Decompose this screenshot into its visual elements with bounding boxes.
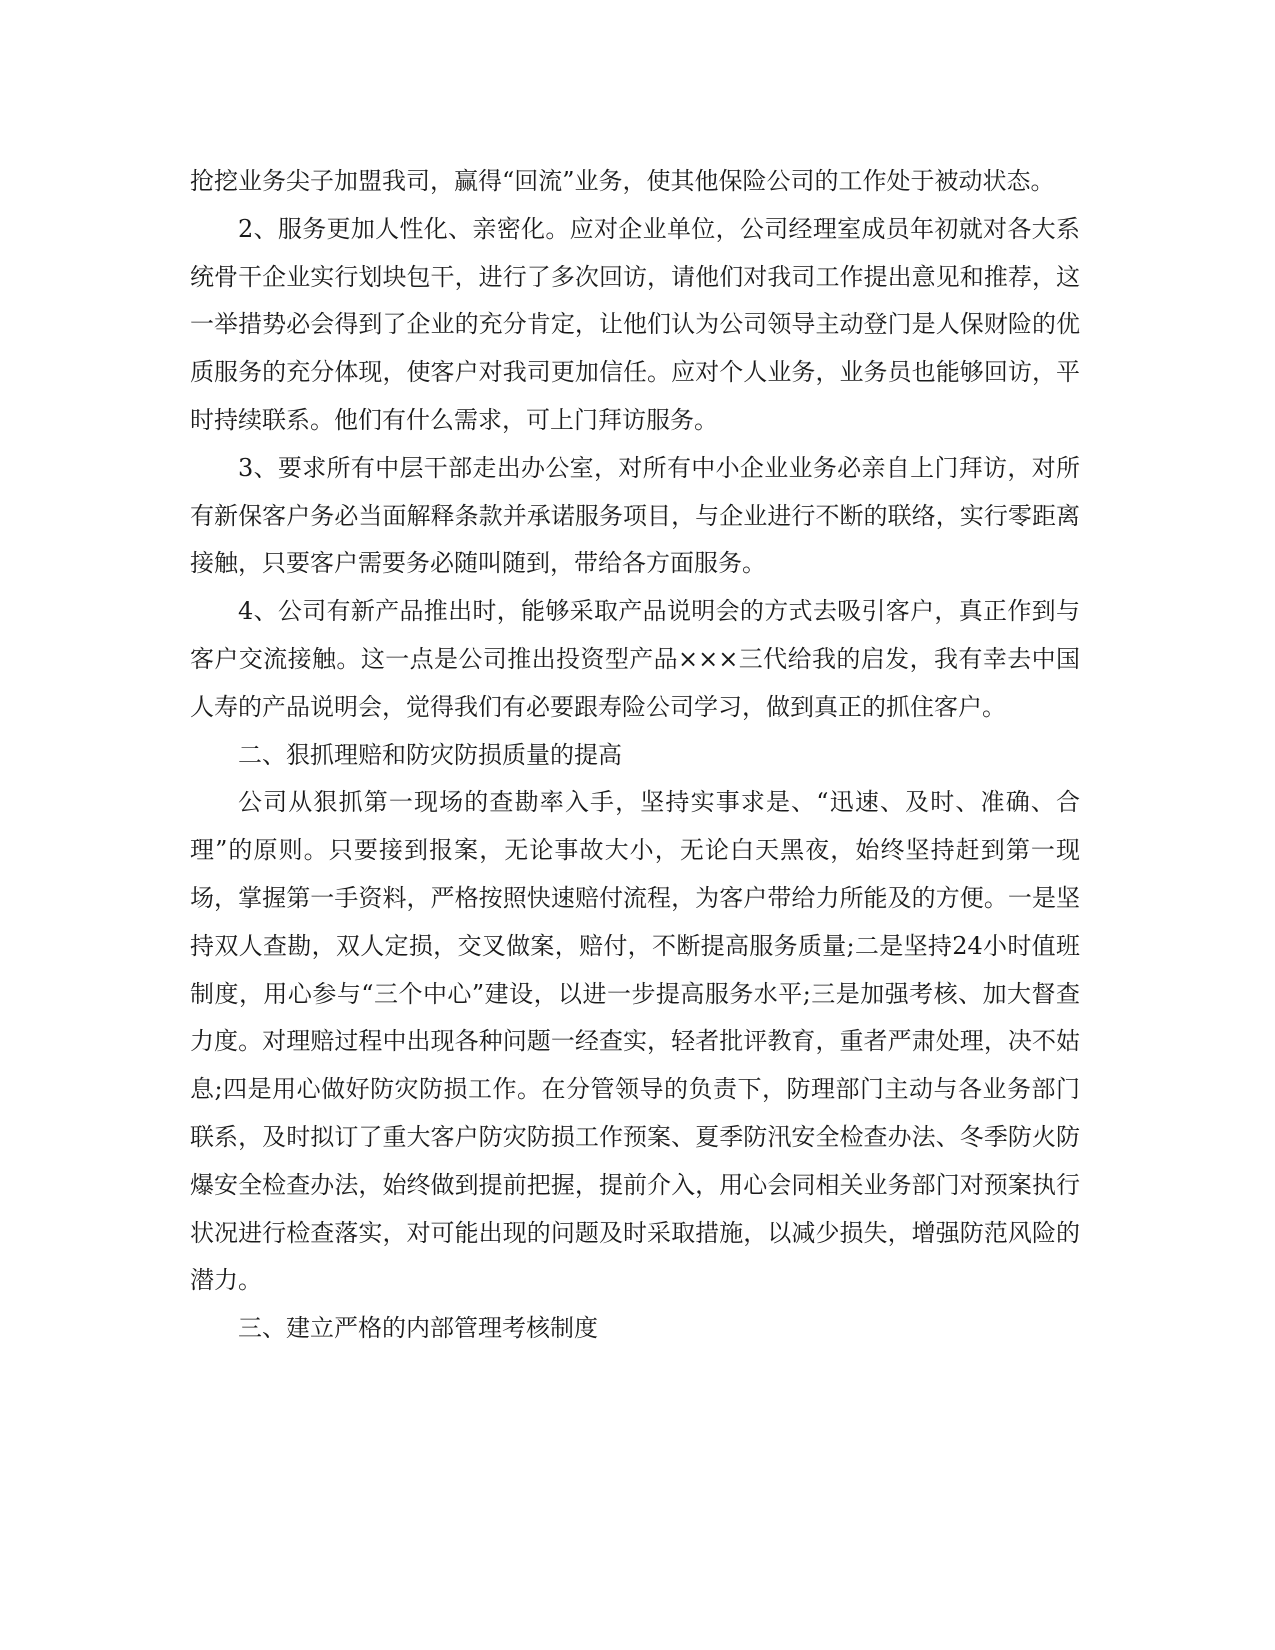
paragraph-item-3: 3、要求所有中层干部走出办公室，对所有中小企业业务必亲自上门拜访，对所有新保客户务必当面解释条款并承诺服务项目，与企业进行不断的联络，实行零距离接触，只要客户需要务必随叫随到，带给各方面服务。: [190, 453, 1080, 578]
paragraph-item-2: 2、服务更加人性化、亲密化。应对企业单位，公司经理室成员年初就对各大系统骨干企业实行划块包干，进行了多次回访，请他们对我司工作提出意见和推荐，这一举措势必会得到了企业的充分肯定，让他们认为公司领导主动登门是人保财险的优质服务的充分体现，使客户对我司更加信任。应对个人业务，业务员也能够回访，平时持续联系。他们有什么需求，可上门拜访服务。: [190, 214, 1080, 434]
section-heading-3: 三、建立严格的内部管理考核制度: [238, 1314, 598, 1343]
document-page: [190, 158, 1080, 1353]
section-heading-2: 二、狠抓理赔和防灾防损质量的提高: [238, 740, 622, 769]
paragraph-claims: 公司从狠抓第一现场的查勘率入手，坚持实事求是、“迅速、及时、准确、合理”的原则。只要接到报案，无论事故大小，无论白天黑夜，始终坚持赶到第一现场，掌握第一手资料，严格按照快速赔付流程，为客户带给力所能及的方便。一是坚持双人查勘，双人定损，交叉做案，赔付，不断提高服务质量;二是坚持24小时值班制度，用心参与“三个中心”建设，以进一步提高服务水平;三是加强考核、加大督查力度。对理赔过程中出现各种问题一经查实，轻者批评教育，重者严肃处理，决不姑息;四是用心做好防灾防损工作。在分管领导的负责下，防理部门主动与各业务部门联系，及时拟订了重大客户防灾防损工作预案、夏季防汛安全检查办法、冬季防火防爆安全检查办法，始终做到提前把握，提前介入，用心会同相关业务部门对预案执行状况进行检查落实，对可能出现的问题及时采取措施，以减少损失，增强防范风险的潜力。: [190, 788, 1080, 1295]
paragraph-continuation: 抢挖业务尖子加盟我司，赢得“回流”业务，使其他保险公司的工作处于被动状态。: [190, 167, 1055, 195]
paragraph-item-4: 4、公司有新产品推出时，能够采取产品说明会的方式去吸引客户，真正作到与客户交流接触。这一点是公司推出投资型产品×××三代给我的启发，我有幸去中国人寿的产品说明会，觉得我们有必要跟寿险公司学习，做到真正的抓住客户。: [190, 597, 1080, 721]
